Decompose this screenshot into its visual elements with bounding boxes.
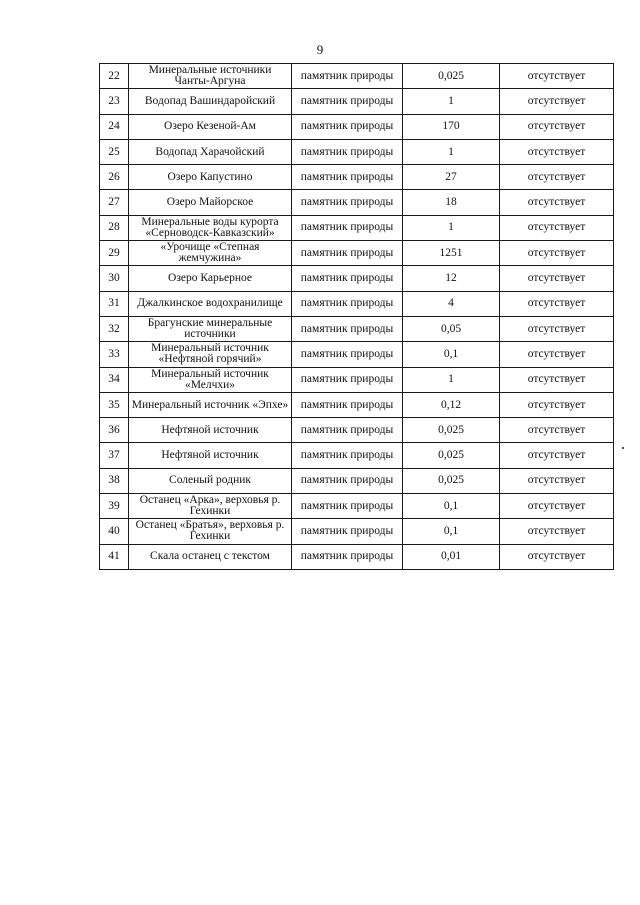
- area-cell: 0,025: [403, 443, 500, 468]
- area-cell: 0,025: [403, 418, 500, 443]
- protection-status-cell: отсутствует: [500, 291, 614, 316]
- row-number-cell: 29: [100, 241, 129, 266]
- row-number-cell: 32: [100, 316, 129, 341]
- protection-status-cell: отсутствует: [500, 266, 614, 291]
- object-name-cell: Минеральные источники Чанты-Аргуна: [129, 64, 292, 89]
- area-cell: 1: [403, 215, 500, 240]
- table-row: [100, 494, 614, 519]
- category-cell: памятник природы: [292, 89, 403, 114]
- object-name-cell: Водопад Харачойский: [129, 139, 292, 164]
- object-name-cell: Нефтяной источник: [129, 443, 292, 468]
- protection-status-cell: отсутствует: [500, 519, 614, 544]
- object-name-cell: «Урочище «Степная жемчужина»: [129, 241, 292, 266]
- area-cell: 0,025: [403, 468, 500, 493]
- object-name-cell: Джалкинское водохранилище: [129, 291, 292, 316]
- table-row: [100, 114, 614, 139]
- object-name-cell: Озеро Кезеной-Ам: [129, 114, 292, 139]
- protection-status-cell: отсутствует: [500, 64, 614, 89]
- object-name-cell: Минеральный источник «Эпхе»: [129, 392, 292, 417]
- object-name-cell: Минеральный источник «Нефтяной горячий»: [129, 342, 292, 367]
- category-cell: памятник природы: [292, 266, 403, 291]
- table-row: [100, 316, 614, 341]
- table-row: [100, 418, 614, 443]
- row-number-cell: 36: [100, 418, 129, 443]
- category-cell: памятник природы: [292, 165, 403, 190]
- object-name-cell: Минеральный источник «Мелчхи»: [129, 367, 292, 392]
- protection-status-cell: отсутствует: [500, 367, 614, 392]
- category-cell: памятник природы: [292, 519, 403, 544]
- object-name-cell: Озеро Майорское: [129, 190, 292, 215]
- category-cell: памятник природы: [292, 215, 403, 240]
- protection-status-cell: отсутствует: [500, 316, 614, 341]
- table-row: [100, 266, 614, 291]
- category-cell: памятник природы: [292, 544, 403, 569]
- table-row: [100, 215, 614, 240]
- protection-status-cell: отсутствует: [500, 468, 614, 493]
- row-number-cell: 33: [100, 342, 129, 367]
- object-name-cell: Скала останец с текстом: [129, 544, 292, 569]
- category-cell: памятник природы: [292, 190, 403, 215]
- object-name-cell: Соленый родник: [129, 468, 292, 493]
- row-number-cell: 41: [100, 544, 129, 569]
- table-row: [100, 468, 614, 493]
- row-number-cell: 23: [100, 89, 129, 114]
- protection-status-cell: отсутствует: [500, 418, 614, 443]
- category-cell: памятник природы: [292, 392, 403, 417]
- scan-speck: [622, 447, 624, 449]
- protection-status-cell: отсутствует: [500, 494, 614, 519]
- object-name-cell: Водопад Вашиндаройский: [129, 89, 292, 114]
- protection-status-cell: отсутствует: [500, 165, 614, 190]
- area-cell: 170: [403, 114, 500, 139]
- page-number: 9: [316, 42, 324, 57]
- table-row: [100, 367, 614, 392]
- category-cell: памятник природы: [292, 64, 403, 89]
- row-number-cell: 30: [100, 266, 129, 291]
- table-row: [100, 392, 614, 417]
- area-cell: 1: [403, 139, 500, 164]
- category-cell: памятник природы: [292, 241, 403, 266]
- area-cell: 18: [403, 190, 500, 215]
- row-number-cell: 22: [100, 64, 129, 89]
- table-row: [100, 89, 614, 114]
- object-name-cell: Брагунские минеральные источники: [129, 316, 292, 341]
- category-cell: памятник природы: [292, 418, 403, 443]
- object-name-cell: Озеро Капустино: [129, 165, 292, 190]
- row-number-cell: 26: [100, 165, 129, 190]
- category-cell: памятник природы: [292, 468, 403, 493]
- category-cell: памятник природы: [292, 367, 403, 392]
- table-row: [100, 519, 614, 544]
- row-number-cell: 27: [100, 190, 129, 215]
- category-cell: памятник природы: [292, 139, 403, 164]
- area-cell: 1: [403, 367, 500, 392]
- row-number-cell: 31: [100, 291, 129, 316]
- object-name-cell: Озеро Карьерное: [129, 266, 292, 291]
- area-cell: 0,1: [403, 342, 500, 367]
- category-cell: памятник природы: [292, 316, 403, 341]
- protection-status-cell: отсутствует: [500, 342, 614, 367]
- category-cell: памятник природы: [292, 494, 403, 519]
- area-cell: 0,05: [403, 316, 500, 341]
- area-cell: 0,025: [403, 64, 500, 89]
- area-cell: 4: [403, 291, 500, 316]
- row-number-cell: 39: [100, 494, 129, 519]
- area-cell: 0,1: [403, 494, 500, 519]
- table-row: [100, 165, 614, 190]
- protection-status-cell: отсутствует: [500, 392, 614, 417]
- protection-status-cell: отсутствует: [500, 114, 614, 139]
- protection-status-cell: отсутствует: [500, 190, 614, 215]
- table-row: [100, 190, 614, 215]
- object-name-cell: Минеральные воды курорта «Серноводск-Кавказский»: [129, 215, 292, 240]
- area-cell: 1251: [403, 241, 500, 266]
- category-cell: памятник природы: [292, 443, 403, 468]
- row-number-cell: 38: [100, 468, 129, 493]
- area-cell: 12: [403, 266, 500, 291]
- object-name-cell: Останец «Братья», верховья р. Гехинки: [129, 519, 292, 544]
- protection-status-cell: отсутствует: [500, 215, 614, 240]
- protection-status-cell: отсутствует: [500, 89, 614, 114]
- row-number-cell: 25: [100, 139, 129, 164]
- row-number-cell: 40: [100, 519, 129, 544]
- table-row: [100, 443, 614, 468]
- table-row: [100, 139, 614, 164]
- table-body: [100, 64, 614, 570]
- area-cell: 0,01: [403, 544, 500, 569]
- category-cell: памятник природы: [292, 114, 403, 139]
- object-name-cell: Нефтяной источник: [129, 418, 292, 443]
- row-number-cell: 34: [100, 367, 129, 392]
- object-name-cell: Останец «Арка», верховья р. Гехинки: [129, 494, 292, 519]
- table-row: [100, 241, 614, 266]
- table-row: [100, 64, 614, 89]
- row-number-cell: 37: [100, 443, 129, 468]
- row-number-cell: 24: [100, 114, 129, 139]
- area-cell: 0,1: [403, 519, 500, 544]
- row-number-cell: 35: [100, 392, 129, 417]
- row-number-cell: 28: [100, 215, 129, 240]
- area-cell: 1: [403, 89, 500, 114]
- protection-status-cell: отсутствует: [500, 443, 614, 468]
- protection-status-cell: отсутствует: [500, 544, 614, 569]
- category-cell: памятник природы: [292, 291, 403, 316]
- category-cell: памятник природы: [292, 342, 403, 367]
- protection-status-cell: отсутствует: [500, 241, 614, 266]
- area-cell: 0,12: [403, 392, 500, 417]
- area-cell: 27: [403, 165, 500, 190]
- protection-status-cell: отсутствует: [500, 139, 614, 164]
- table-row: [100, 544, 614, 569]
- table-row: [100, 291, 614, 316]
- natural-monuments-table: [99, 63, 614, 570]
- table-row: [100, 342, 614, 367]
